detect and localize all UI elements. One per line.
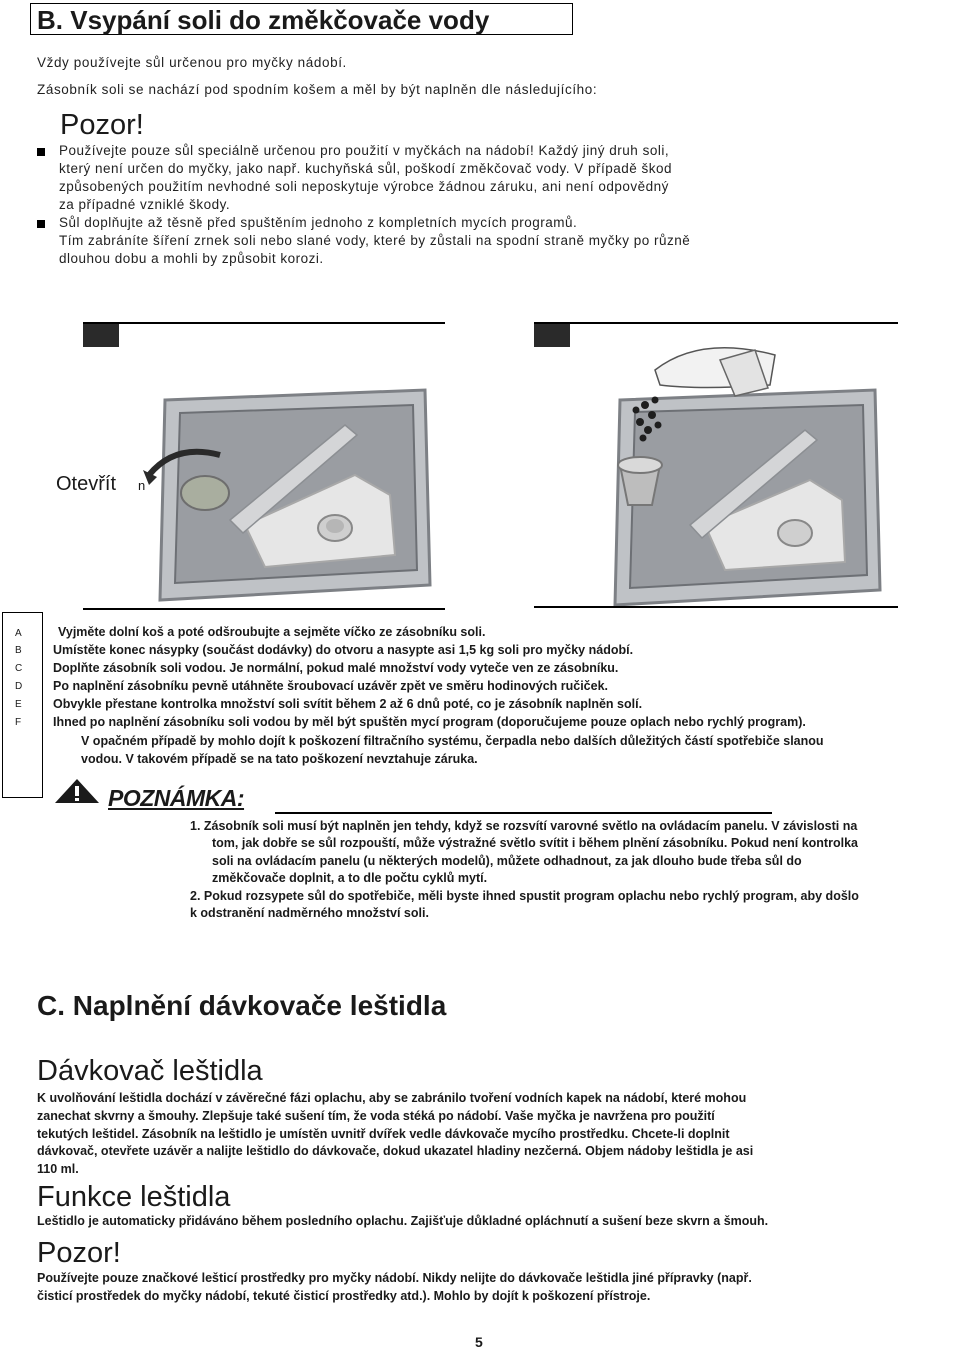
intro-line-2: Zásobník soli se nachází pod spodním košem a měl by být naplněn dle následujícího: — [37, 82, 598, 97]
note-1-line-4: změkčovače doplnit, a to dle počtu cyklů mytí. — [212, 871, 488, 885]
step-b-text: Umístěte konec násypky (součást dodávky) do otvoru a nasypte asi 1,5 kg soli pro myčky nádobí. — [53, 643, 634, 657]
caution-line-4: za případné vzniklé škody. — [59, 197, 231, 212]
step-letter-a: A — [15, 628, 22, 639]
intro-line-1: Vždy používejte sůl určenou pro myčky nádobí. — [37, 55, 347, 70]
open-label: Otevřít — [56, 473, 117, 495]
step-letter-f: F — [15, 717, 22, 728]
note-1-line-2: tom, jak dobře se sůl rozpouští, může výstražné světlo svítit i během plnění zásobníku. Pokud není kontrolka — [212, 836, 858, 850]
caution-line-1: Používejte pouze sůl speciálně určenou pro použití v myčkách na nádobí! Každý jiný druh soli, — [59, 143, 670, 158]
dispenser-text-4: dávkovač, otevřete uzávěr a nalijte leštidlo do dávkovače, dokud ukazatel hladiny nezčerná. Objem nádoby leštidla je asi — [37, 1144, 754, 1158]
caution-line-3: způsobených použitím nevhodné soli neposkytuje výrobce žádnou záruku, ani není odpovědný — [59, 179, 669, 194]
open-label-suffix: n — [138, 478, 146, 493]
dispenser-text-1: K uvolňování leštidla dochází v závěrečné fázi oplachu, aby se zabránilo tvoření vodních kapek na nádobí, které mohou — [37, 1091, 747, 1105]
step-a-text: Vyjměte dolní koš a poté odšroubujte a sejměte víčko ze zásobníku soli. — [58, 625, 486, 639]
figure-a-top-rule — [83, 322, 445, 324]
warning-text-2: čisticí prostředek do myčky nádobí, tekuté čisticí prostředky atd.). Mohlo by dojít k poškození přístroje. — [37, 1289, 651, 1303]
section-b-title: B. Vsypání soli do změkčovače vody — [37, 5, 490, 35]
note-heading: POZNÁMKA: — [108, 785, 245, 811]
dispenser-text-3: tekutých leštidel. Zásobník na leštidlo je umístěn uvnitř dvířek vedle dávkovače mycího prostředku. Chcete-li doplnit — [37, 1127, 730, 1141]
salt-container-illustration-right — [540, 330, 900, 610]
function-text: Leštidlo je automaticky přidáváno během posledního oplachu. Zajišťuje důkladné opláchnutí a sušení beze skvrn a šmouh. — [37, 1214, 769, 1228]
bullet-square-icon — [37, 148, 45, 156]
figure-a-bottom-rule — [83, 608, 445, 610]
step-f-text: Ihned po naplnění zásobníku soli vodou by měl být spuštěn mycí program (doporučujeme pouze oplach nebo rychlý program). — [53, 715, 806, 729]
step-letter-c: C — [15, 663, 23, 674]
step-letters-column — [2, 612, 43, 798]
step-letter-e: E — [15, 699, 22, 710]
note-2-line-1: 2. Pokud rozsypete sůl do spotřebiče, měli byste ihned spustit program oplachu nebo rychlý program, aby došlo — [190, 889, 859, 903]
figure-b-top-rule — [534, 322, 898, 324]
step-letter-d: D — [15, 681, 23, 692]
note-1-line-1: 1. Zásobník soli musí být naplněn jen tehdy, když se rozsvítí varovné světlo na ovládacím panelu. V závislosti na — [190, 819, 858, 833]
note-1-line-3: soli na ovládacím panelu (u některých modelů), můžete odhadnout, za jak dlouho bude třeba sůl do — [212, 854, 802, 868]
step-c-text: Doplňte zásobník soli vodou. Je normální, pokud malé množství vody vyteče ven ze zásobníku. — [53, 661, 619, 675]
bullet-square-icon — [37, 220, 45, 228]
caution-line-7: dlouhou dobu a mohli by způsobit korozi. — [59, 251, 324, 266]
warning-text-1: Používejte pouze značkové lešticí prostředky pro myčky nádobí. Nikdy nelijte do dávkovače leštidla jiné přípravky (např. — [37, 1271, 752, 1285]
page-number: 5 — [475, 1334, 483, 1350]
dispenser-text-5: 110 ml. — [37, 1162, 79, 1176]
section-c-title: C. Naplnění dávkovače leštidla — [37, 990, 447, 1021]
caution-line-6: Tím zabráníte šíření zrnek soli nebo slané vody, které by zůstali na spodní straně myčky po různě — [59, 233, 691, 248]
dispenser-text-2: zanechat skvrny a šmouhy. Zlepšuje také sušení tím, že voda stéká po nádobí. Vaše myčka je navržena pro použití — [37, 1109, 715, 1123]
dispenser-heading: Dávkovač leštidla — [37, 1055, 263, 1087]
step-e-text: Obvykle přestane kontrolka množství soli svítit během 2 až 6 dnů poté, co je zásobník naplněn solí. — [53, 697, 643, 711]
warning-heading-c: Pozor! — [37, 1237, 121, 1269]
note-2-line-2: k odstranění nadměrného množství soli. — [190, 906, 429, 920]
figure-b-bottom-rule — [534, 606, 898, 608]
salt-container-illustration-left — [125, 385, 445, 607]
note-rule — [275, 812, 772, 814]
function-heading: Funkce leštidla — [37, 1181, 231, 1213]
figure-a-label-box — [83, 323, 119, 347]
caution-line-5: Sůl doplňujte až těsně před spuštěním jednoho z kompletních mycích programů. — [59, 215, 578, 230]
step-f-text-cont-2: vodou. V takovém případě se na tato poškození nevztahuje záruka. — [81, 752, 478, 766]
step-d-text: Po naplnění zásobníku pevně utáhněte šroubovací uzávěr zpět ve směru hodinových ručiček. — [53, 679, 609, 693]
caution-line-2: který není určen do myčky, jako např. kuchyňská sůl, poškodí změkčovač vody. V případě škod — [59, 161, 673, 176]
warning-heading: Pozor! — [60, 109, 144, 141]
warning-triangle-icon — [54, 778, 100, 804]
step-letter-b: B — [15, 645, 22, 656]
step-f-text-cont-1: V opačném případě by mohlo dojít k poškození filtračního systému, čerpadla nebo dalších důležitých částí spotřebiče slanou — [81, 734, 824, 748]
